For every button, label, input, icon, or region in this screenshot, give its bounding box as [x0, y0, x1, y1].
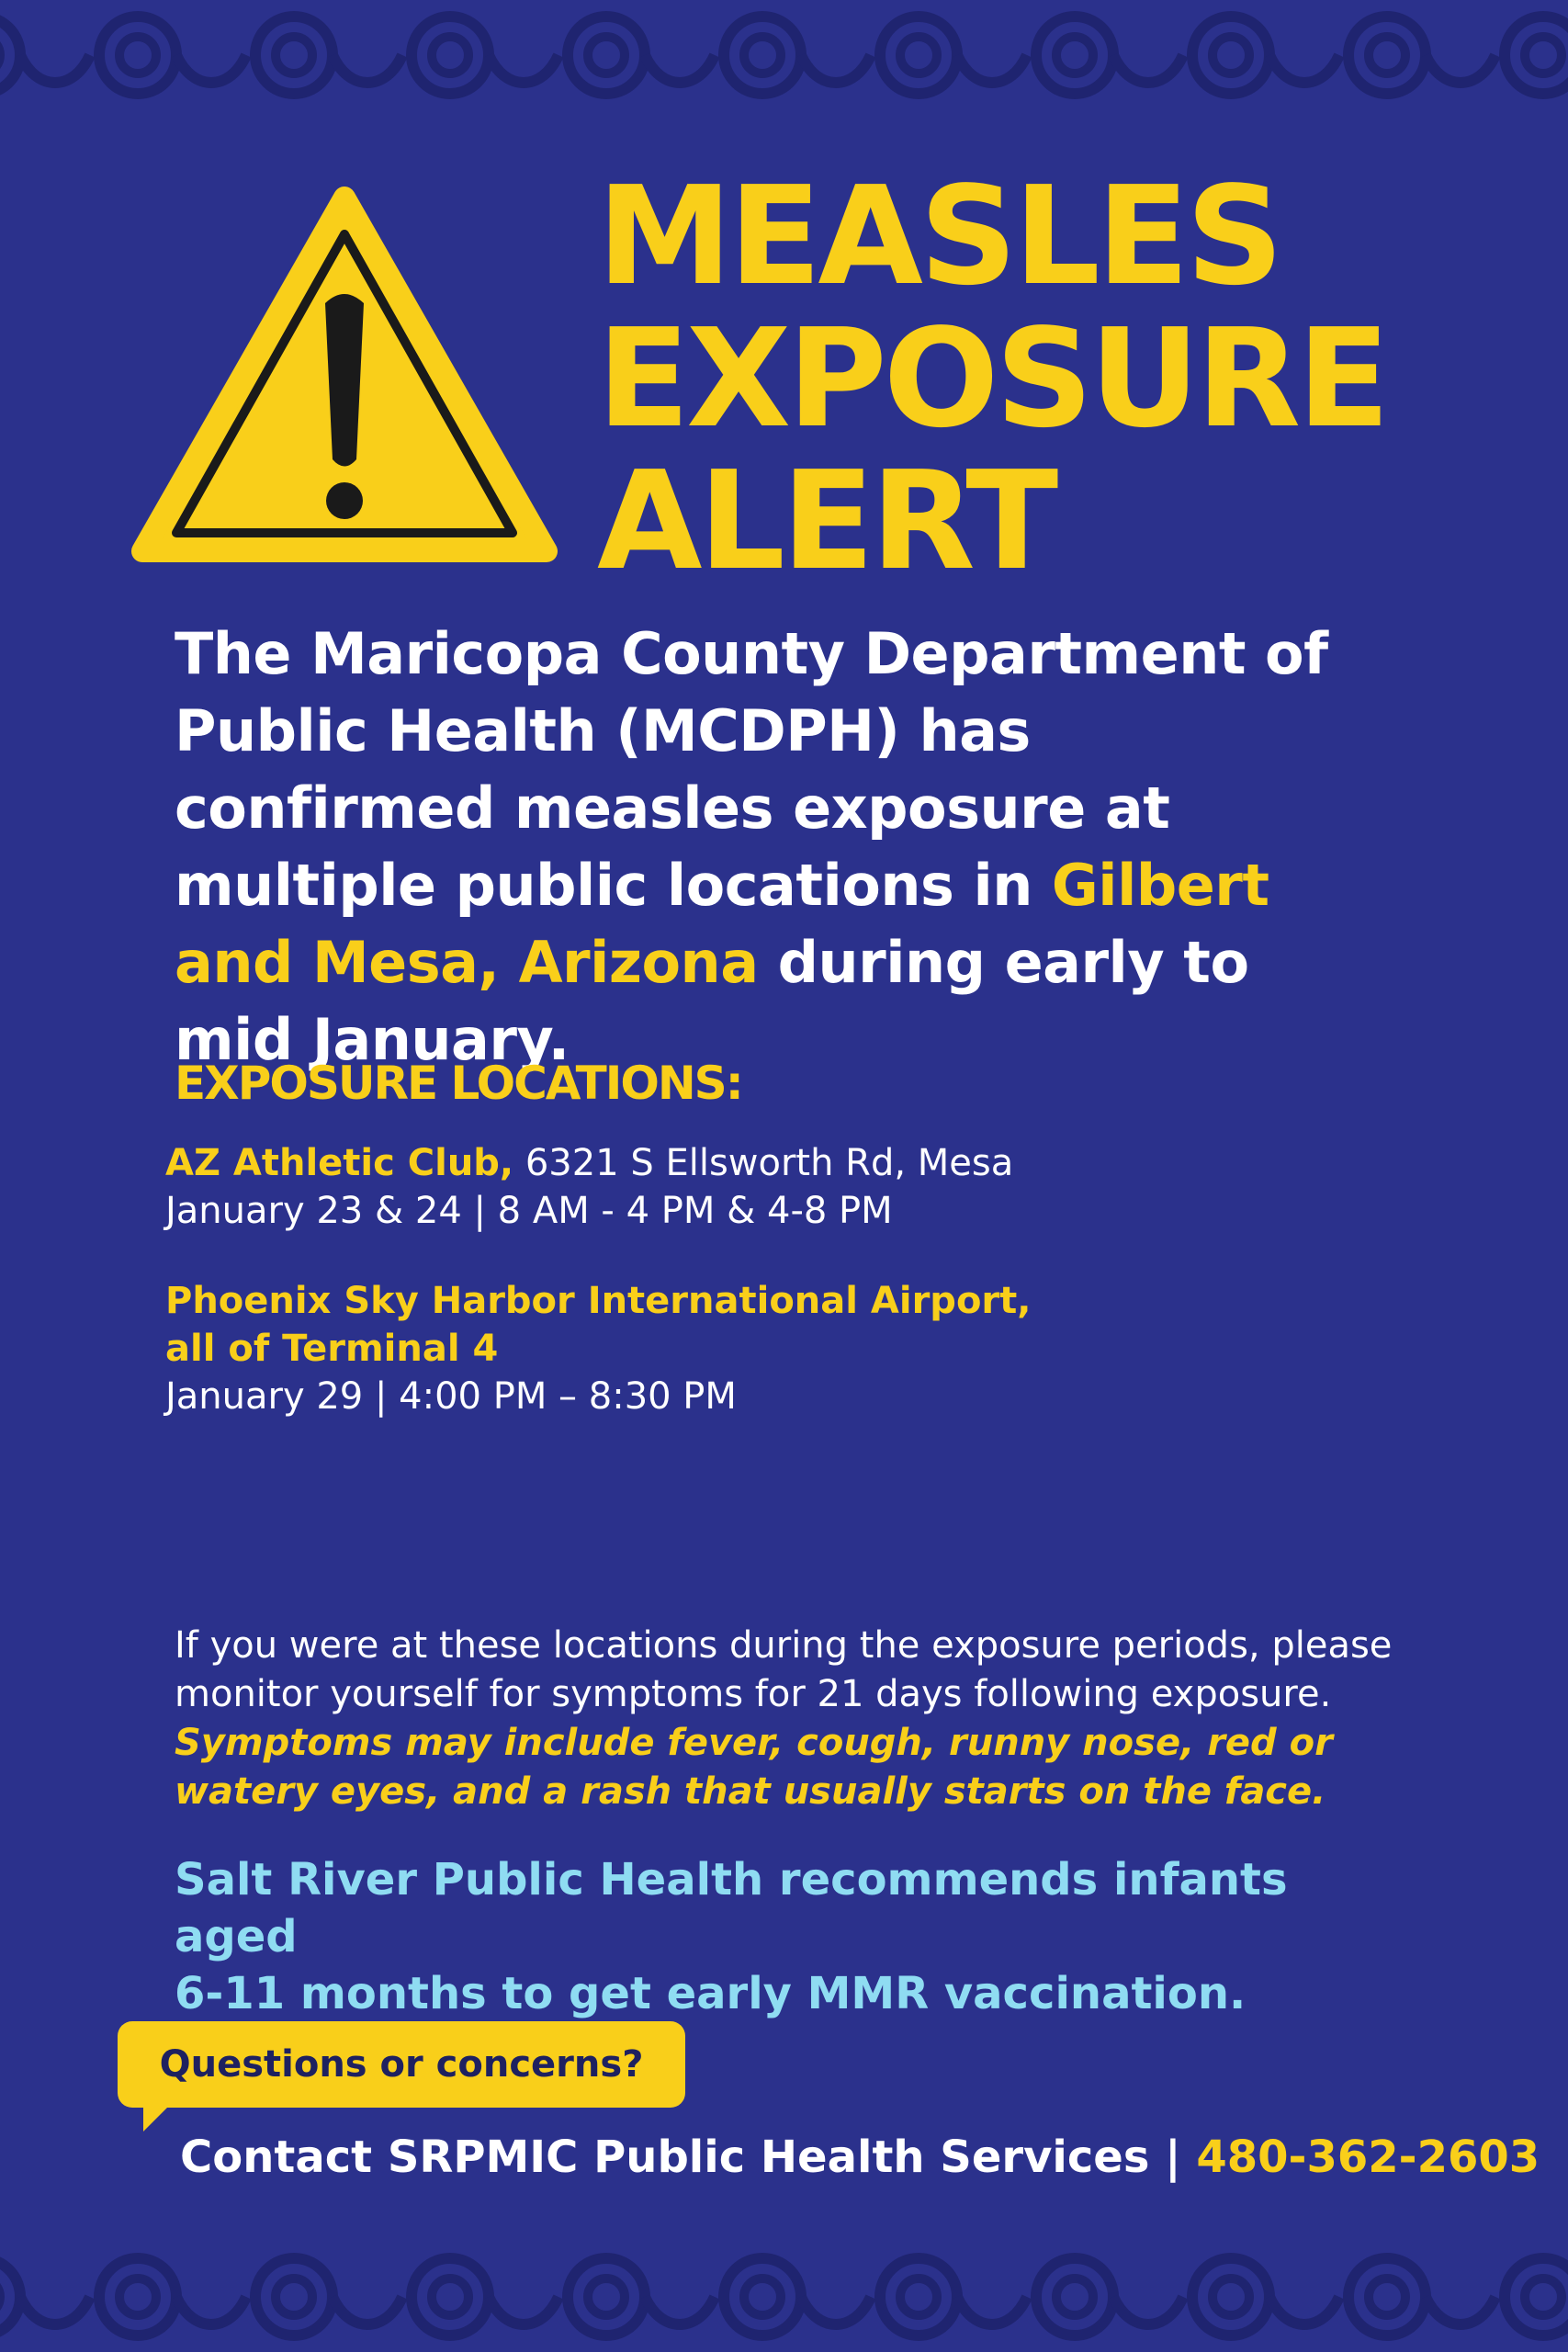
location-item [165, 1139, 1176, 1235]
title-line-3: ALERT [597, 442, 1055, 600]
alert-title [597, 157, 1387, 600]
vaccine-recommendation [175, 1851, 1369, 2022]
top-wave-border [0, 0, 1568, 138]
warning-triangle-icon [129, 184, 560, 570]
vaccine-line-2: 6-11 months to get early MMR vaccination. [175, 1968, 1247, 2019]
location-name-line-1: Phoenix Sky Harbor International Airport, [165, 1280, 1032, 1322]
symptoms-text: Symptoms may include fever, cough, runny nose, red or watery eyes, and a rash that usually starts on the face. [175, 1722, 1333, 1813]
location-item [165, 1277, 1176, 1420]
monitor-paragraph [175, 1622, 1479, 1816]
questions-text: Questions or concerns? [159, 2043, 644, 2086]
contact-line [180, 2132, 1540, 2183]
location-name-line-2: all of Terminal 4 [165, 1328, 499, 1370]
location-address: 6321 S Ellsworth Rd, Mesa [513, 1142, 1014, 1184]
contact-phone[interactable]: 480-362-2603 [1196, 2132, 1540, 2183]
exposure-locations-heading: EXPOSURE LOCATIONS: [175, 1057, 742, 1110]
location-schedule: January 29 | 4:00 PM – 8:30 PM [165, 1375, 737, 1418]
contact-label: Contact SRPMIC Public Health Services | [180, 2132, 1197, 2183]
intro-location-highlight: Gilbert and Mesa, Arizona [175, 852, 1269, 996]
monitor-text: If you were at these locations during the exposure periods, please monitor yourself for symptoms for 21 days following exposure. [175, 1624, 1393, 1715]
intro-paragraph [175, 616, 1369, 1079]
intro-text-1: The Maricopa County Department of Public Health (MCDPH) has confirmed measles exposure at multiple public locations in [175, 620, 1328, 919]
intro-text-2: during early to mid January. [175, 929, 1249, 1073]
questions-speech-bubble [118, 2021, 685, 2108]
vaccine-line-1: Salt River Public Health recommends infants aged [175, 1854, 1288, 1962]
title-line-2: EXPOSURE [597, 300, 1387, 458]
location-name: AZ Athletic Club, [165, 1142, 514, 1184]
bottom-wave-border [0, 2214, 1568, 2352]
title-line-1: MEASLES [597, 157, 1280, 315]
location-schedule: January 23 & 24 | 8 AM - 4 PM & 4-8 PM [165, 1190, 893, 1232]
